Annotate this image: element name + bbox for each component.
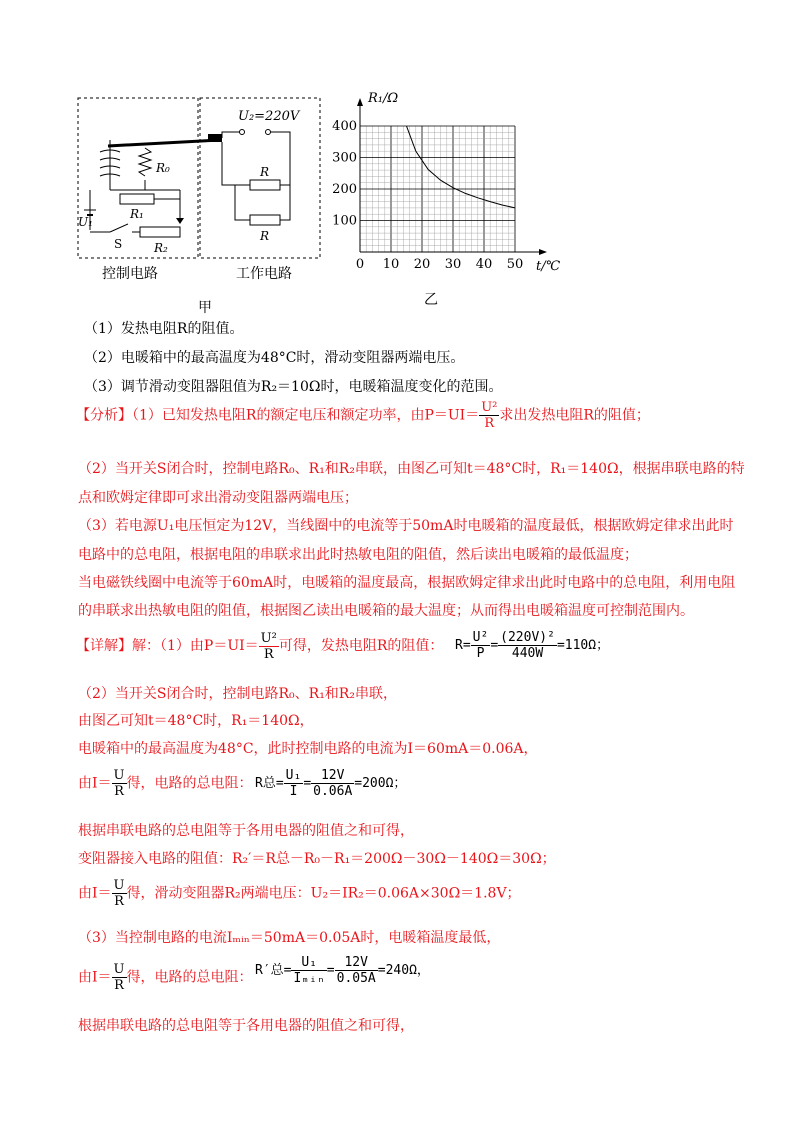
detail-text: 得，电路的总电阻： bbox=[126, 969, 253, 986]
x-tick-label: 50 bbox=[506, 257, 524, 272]
fraction-numerator: U² bbox=[260, 630, 277, 646]
eq-end: ； bbox=[393, 776, 407, 791]
r1-resistor bbox=[120, 194, 154, 204]
detail-line-6: 根据串联电路的总电阻等于各用电器的阻值之和可得， bbox=[78, 823, 414, 839]
eq-lhs: R总= bbox=[255, 776, 284, 791]
fraction-u2-over-r bbox=[259, 631, 279, 662]
fraction-numerator: U bbox=[113, 878, 125, 893]
detail-text: 由I＝ bbox=[78, 885, 112, 902]
detail-line-5 bbox=[78, 768, 253, 799]
fraction-numerator: U bbox=[113, 962, 125, 977]
eq-rhs: =110Ω bbox=[556, 638, 597, 653]
equation-heater-resistance: R= $\frac{\text{U²}}{P}$ = $\frac{\text{(220V)²}}{440W}$ =110Ω； bbox=[455, 630, 610, 661]
fraction-denominator: R bbox=[263, 646, 274, 662]
circuit-diagram bbox=[70, 90, 340, 320]
r2-resistor bbox=[140, 227, 180, 237]
detail-line-10 bbox=[78, 962, 253, 993]
switch-label: S bbox=[114, 237, 123, 251]
fraction-denominator: R bbox=[114, 784, 124, 799]
spring bbox=[139, 148, 151, 176]
fraction-denominator: 0.05A bbox=[336, 971, 376, 986]
x-tick-label: 40 bbox=[475, 257, 493, 272]
eq-rhs: =240Ω bbox=[377, 963, 417, 978]
question-3: （3）调节滑动变阻器阻值为R₂＝10Ω时，电暖箱温度变化的范围。 bbox=[84, 379, 503, 395]
detail-text: 【详解】解：（1）由P＝UI＝ bbox=[76, 638, 259, 654]
figure-jia-label: 甲 bbox=[198, 300, 212, 316]
analysis-line-1 bbox=[76, 400, 650, 431]
eq-lhs: R′总= bbox=[255, 963, 292, 978]
fraction-denominator: R bbox=[484, 416, 495, 431]
r2-label: R₂ bbox=[154, 241, 168, 255]
chart-series-line bbox=[407, 126, 516, 208]
fraction-numerator: U₁ bbox=[285, 768, 302, 783]
chart-xlabel: t/℃ bbox=[536, 259, 561, 274]
contact bbox=[208, 134, 222, 142]
analysis-line-3: 点和欧姆定律即可求出滑动变阻器两端电压； bbox=[78, 490, 358, 506]
electromagnet-coil bbox=[100, 140, 120, 190]
heater-resistor-1 bbox=[250, 180, 280, 190]
equation-total-resistance: R总= $\frac{\text{U₁}}{I}$ = $\frac{12V}{0.06A}$ =200Ω； bbox=[255, 768, 407, 799]
fraction-numerator: 12V bbox=[311, 768, 354, 784]
analysis-line-4: （3）若电源U₁电压恒定为12V，当线圈中的电流等于50mA时电暖箱的温度最低，根据欧姆定律求出此时 bbox=[78, 518, 734, 534]
analysis-line-2: （2）当开关S闭合时，控制电路R₀、R₁和R₂串联，由图乙可知t＝48°C时，R₁＝140Ω，根据串联电路的特 bbox=[78, 461, 745, 477]
fraction-numerator: U₁ bbox=[291, 955, 326, 971]
eq-rhs: =200Ω bbox=[354, 776, 394, 791]
resistance-temperature-chart bbox=[332, 88, 570, 320]
detail-line-4: 电暖箱中的最高温度为48°C，此时控制电路的电流为I＝60mA＝0.06A， bbox=[78, 741, 538, 757]
x-tick-label: 20 bbox=[413, 257, 431, 272]
y-tick-label: 100 bbox=[332, 213, 357, 229]
control-circuit-caption: 控制电路 bbox=[102, 266, 158, 282]
chart-ylabel: R₁/Ω bbox=[368, 91, 399, 106]
fraction-numerator: 12V bbox=[335, 955, 378, 971]
fraction-numerator: (220V)² bbox=[500, 630, 555, 645]
work-circuit-caption: 工作电路 bbox=[236, 266, 292, 282]
y-tick-label: 400 bbox=[332, 119, 357, 134]
y-axis-arrow bbox=[357, 98, 363, 106]
detail-text: 可得，发热电阻R的阻值： bbox=[278, 638, 444, 654]
eq-lhs: R= bbox=[455, 638, 471, 653]
fraction-numerator: U² bbox=[472, 630, 489, 645]
question-1: （1）发热电阻R的阻值。 bbox=[84, 321, 244, 337]
eq-end: ， bbox=[416, 963, 430, 978]
fraction-numerator: U² bbox=[481, 400, 498, 415]
analysis-text: 求出发热电阻R的阻值； bbox=[499, 407, 650, 424]
armature bbox=[108, 140, 220, 146]
detail-line-9: （3）当控制电路的电流Iₘᵢₙ＝50mA＝0.05A时，电暖箱温度最低， bbox=[78, 930, 501, 946]
analysis-text: 【分析】（1）已知发热电阻R的额定电压和额定功率，由P＝UI＝ bbox=[76, 407, 480, 424]
fraction-u-over-r bbox=[112, 878, 127, 909]
detail-line-7: 变阻器接入电路的阻值：R₂′＝R总－R₀－R₁＝200Ω－30Ω－140Ω＝30Ω； bbox=[78, 851, 556, 867]
detail-text: 得，滑动变阻器R₂两端电压：U₂＝IR₂＝0.06A×30Ω＝1.8V； bbox=[126, 885, 521, 902]
u2-label: U₂=220V bbox=[238, 109, 300, 124]
chart-grid bbox=[360, 126, 515, 252]
detail-line-2: （2）当开关S闭合时，控制电路R₀、R₁和R₂串联， bbox=[78, 686, 397, 702]
fraction-numerator: U bbox=[113, 768, 125, 783]
r-label-bottom: R bbox=[260, 229, 270, 243]
fraction-denominator: 0.06A bbox=[313, 784, 353, 799]
fraction-u-over-r bbox=[112, 768, 127, 799]
fraction-denominator: 440W bbox=[511, 646, 544, 661]
fraction-denominator: R bbox=[114, 978, 124, 993]
detail-text: 由I＝ bbox=[78, 969, 112, 986]
heater-resistor-2 bbox=[250, 215, 280, 225]
fraction-denominator: P bbox=[476, 646, 485, 661]
x-tick-label: 30 bbox=[444, 257, 462, 272]
r1-label: R₁ bbox=[130, 207, 144, 221]
analysis-line-7: 的串联求出热敏电阻的阻值，根据图乙读出电暖箱的最大温度；从而得出电暖箱温度可控制范围内。 bbox=[78, 603, 694, 619]
y-tick-label: 200 bbox=[332, 182, 357, 197]
x-tick-label: 10 bbox=[382, 257, 400, 272]
eq-end: ； bbox=[596, 638, 610, 653]
fraction-u2-over-r bbox=[479, 400, 499, 431]
x-tick-label: 0 bbox=[355, 257, 365, 272]
u1-label: U₁ bbox=[78, 215, 93, 229]
r0-label: R₀ bbox=[156, 161, 170, 175]
y-tick-label: 300 bbox=[332, 150, 357, 166]
detail-line-8 bbox=[78, 878, 521, 909]
fraction-denominator: R bbox=[114, 894, 124, 909]
detail-line-3: 由图乙可知t＝48°C时，R₁＝140Ω， bbox=[78, 713, 314, 729]
detail-line-11: 根据串联电路的总电阻等于各用电器的阻值之和可得， bbox=[78, 1018, 414, 1034]
fraction-denominator: I bbox=[289, 784, 298, 799]
figure-yi-label: 乙 bbox=[424, 292, 438, 308]
equation-total-resistance-min: R′总= $\frac{\text{U₁}}{\text{Iₘᵢₙ}}$ = $\frac{12V}{0.05A}$ =240Ω， bbox=[255, 955, 430, 986]
x-axis-arrow bbox=[539, 249, 547, 255]
analysis-line-5: 电路中的总电阻，根据电阻的串联求出此时热敏电阻的阻值，然后读出电暖箱的最低温度； bbox=[78, 547, 638, 563]
fraction-u-over-r bbox=[112, 962, 127, 993]
detail-text: 得，电路的总电阻： bbox=[126, 775, 253, 792]
detail-line-1 bbox=[76, 628, 443, 664]
question-2: （2）电暖箱中的最高温度为48°C时，滑动变阻器两端电压。 bbox=[84, 350, 465, 366]
analysis-line-6: 当电磁铁线圈中电流等于60mA时，电暖箱的温度最高，根据欧姆定律求出此时电路中的总电阻，利用电阻 bbox=[78, 575, 736, 591]
detail-text: 由I＝ bbox=[78, 775, 112, 792]
fraction-denominator: Iₘᵢₙ bbox=[293, 971, 325, 986]
r-label-top: R bbox=[260, 165, 270, 179]
